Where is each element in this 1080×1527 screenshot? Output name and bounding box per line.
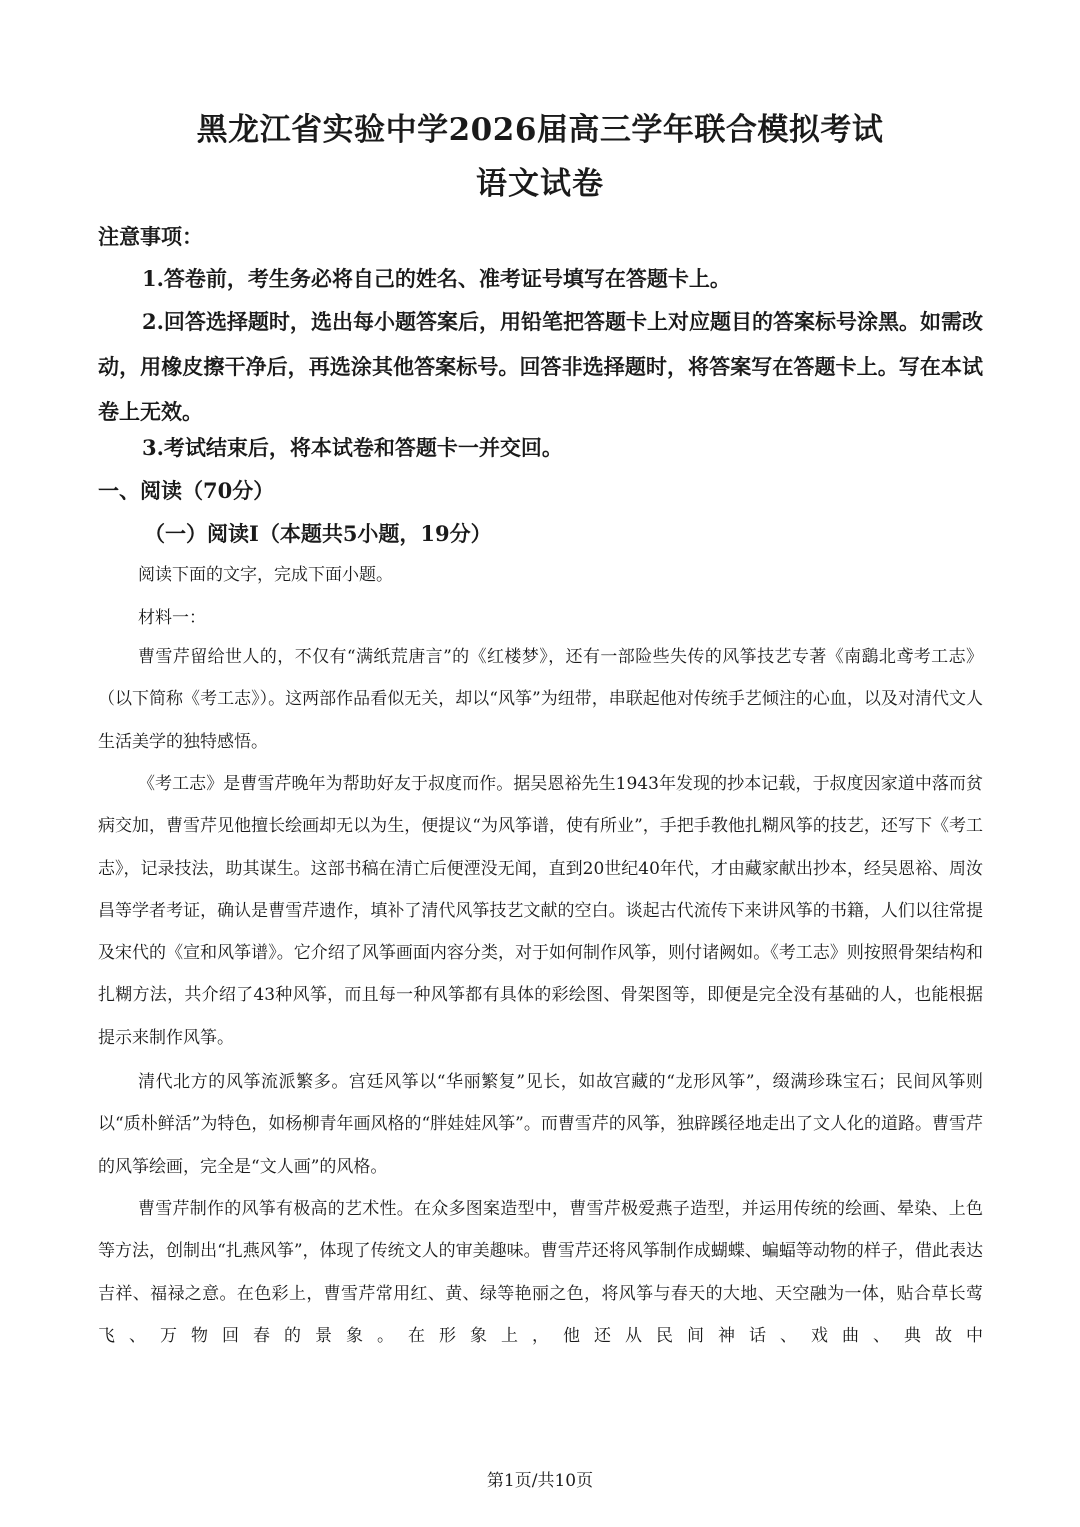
subsection-heading: （一）阅读Ⅰ（本题共5小题，19分） <box>144 521 492 546</box>
exam-title: 黑龙江省实验中学2026届高三学年联合模拟考试 <box>196 112 884 148</box>
paragraph-3: 清代北方的风筝流派繁多。宫廷风筝以“华丽繁复”见长，如故宫藏的“龙形风筝”，缀满珍珠宝石；民间风筝则以“质朴鲜活”为特色，如杨柳青年画风格的“胖娃娃风筝”。而曹雪芹的风筝，独辟蹊径地走出了文人化的道路。曹雪芹的风筝绘画，完全是“文人画”的风格。 <box>98 1072 983 1177</box>
notice-item-2: 2.回答选择题时，选出每小题答案后，用铅笔把答题卡上对应题目的答案标号涂黑。如需改动，用橡皮擦干净后，再选涂其他答案标号。回答非选择题时，将答案写在答题卡上。写在本试卷上无效。 <box>98 309 983 424</box>
page-number: 第1页/共10页 <box>486 1471 594 1491</box>
section-heading: 一、阅读（70分） <box>98 478 275 503</box>
notice-item-1: 1.答卷前，考生务必将自己的姓名、准考证号填写在答题卡上。 <box>142 266 731 291</box>
notice-item-3: 3.考试结束后，将本试卷和答题卡一并交回。 <box>142 435 563 460</box>
material-label: 材料一： <box>138 608 206 628</box>
paragraph-4: 曹雪芹制作的风筝有极高的艺术性。在众多图案造型中，曹雪芹极爱燕子造型，并运用传统的绘画、晕染、上色等方法，创制出“扎燕风筝”，体现了传统文人的审美趣味。曹雪芹还将风筝制作成蝴蝶、蝙蝠等动物的样子，借此表达吉祥、福禄之意。在色彩上，曹雪芹常用红、黄、绿等艳丽之色，将风筝与春天的大地、天空融为一体，贴合草长莺飞、万物回春的景象。在形象上，他还从民间神话、戏曲、典故中 <box>98 1199 983 1346</box>
notice-heading: 注意事项： <box>98 224 203 249</box>
exam-subtitle: 语文试卷 <box>476 166 604 202</box>
paragraph-1: 曹雪芹留给世人的，不仅有“满纸荒唐言”的《红楼梦》，还有一部险些失传的风筝技艺专著《南鷂北鸢考工志》（以下简称《考工志》）。这两部作品看似无关，却以“风筝”为纽带，串联起他对传统手艺倾注的心血，以及对清代文人生活美学的独特感悟。 <box>98 647 983 752</box>
paragraph-2: 《考工志》是曹雪芹晚年为帮助好友于叔度而作。据吴恩裕先生1943年发现的抄本记载，于叔度因家道中落而贫病交加，曹雪芹见他擅长绘画却无以为生，便提议“为风筝谱，使有所业”，手把手教他扎糊风筝的技艺，还写下《考工志》，记录技法，助其谋生。这部书稿在清亡后便湮没无闻，直到20世纪40年代，才由藏家献出抄本，经吴恩裕、周汝昌等学者考证，确认是曹雪芹遗作，填补了清代风筝技艺文献的空白。谈起古代流传下来讲风筝的书籍，人们以往常提及宋代的《宣和风筝谱》。它介绍了风筝画面内容分类，对于如何制作风筝，则付诸阙如。《考工志》则按照骨架结构和扎糊方法，共介绍了43种风筝，而且每一种风筝都有具体的彩绘图、骨架图等，即便是完全没有基础的人，也能根据提示来制作风筝。 <box>98 774 983 1048</box>
reading-instruction: 阅读下面的文字，完成下面小题。 <box>138 565 393 585</box>
